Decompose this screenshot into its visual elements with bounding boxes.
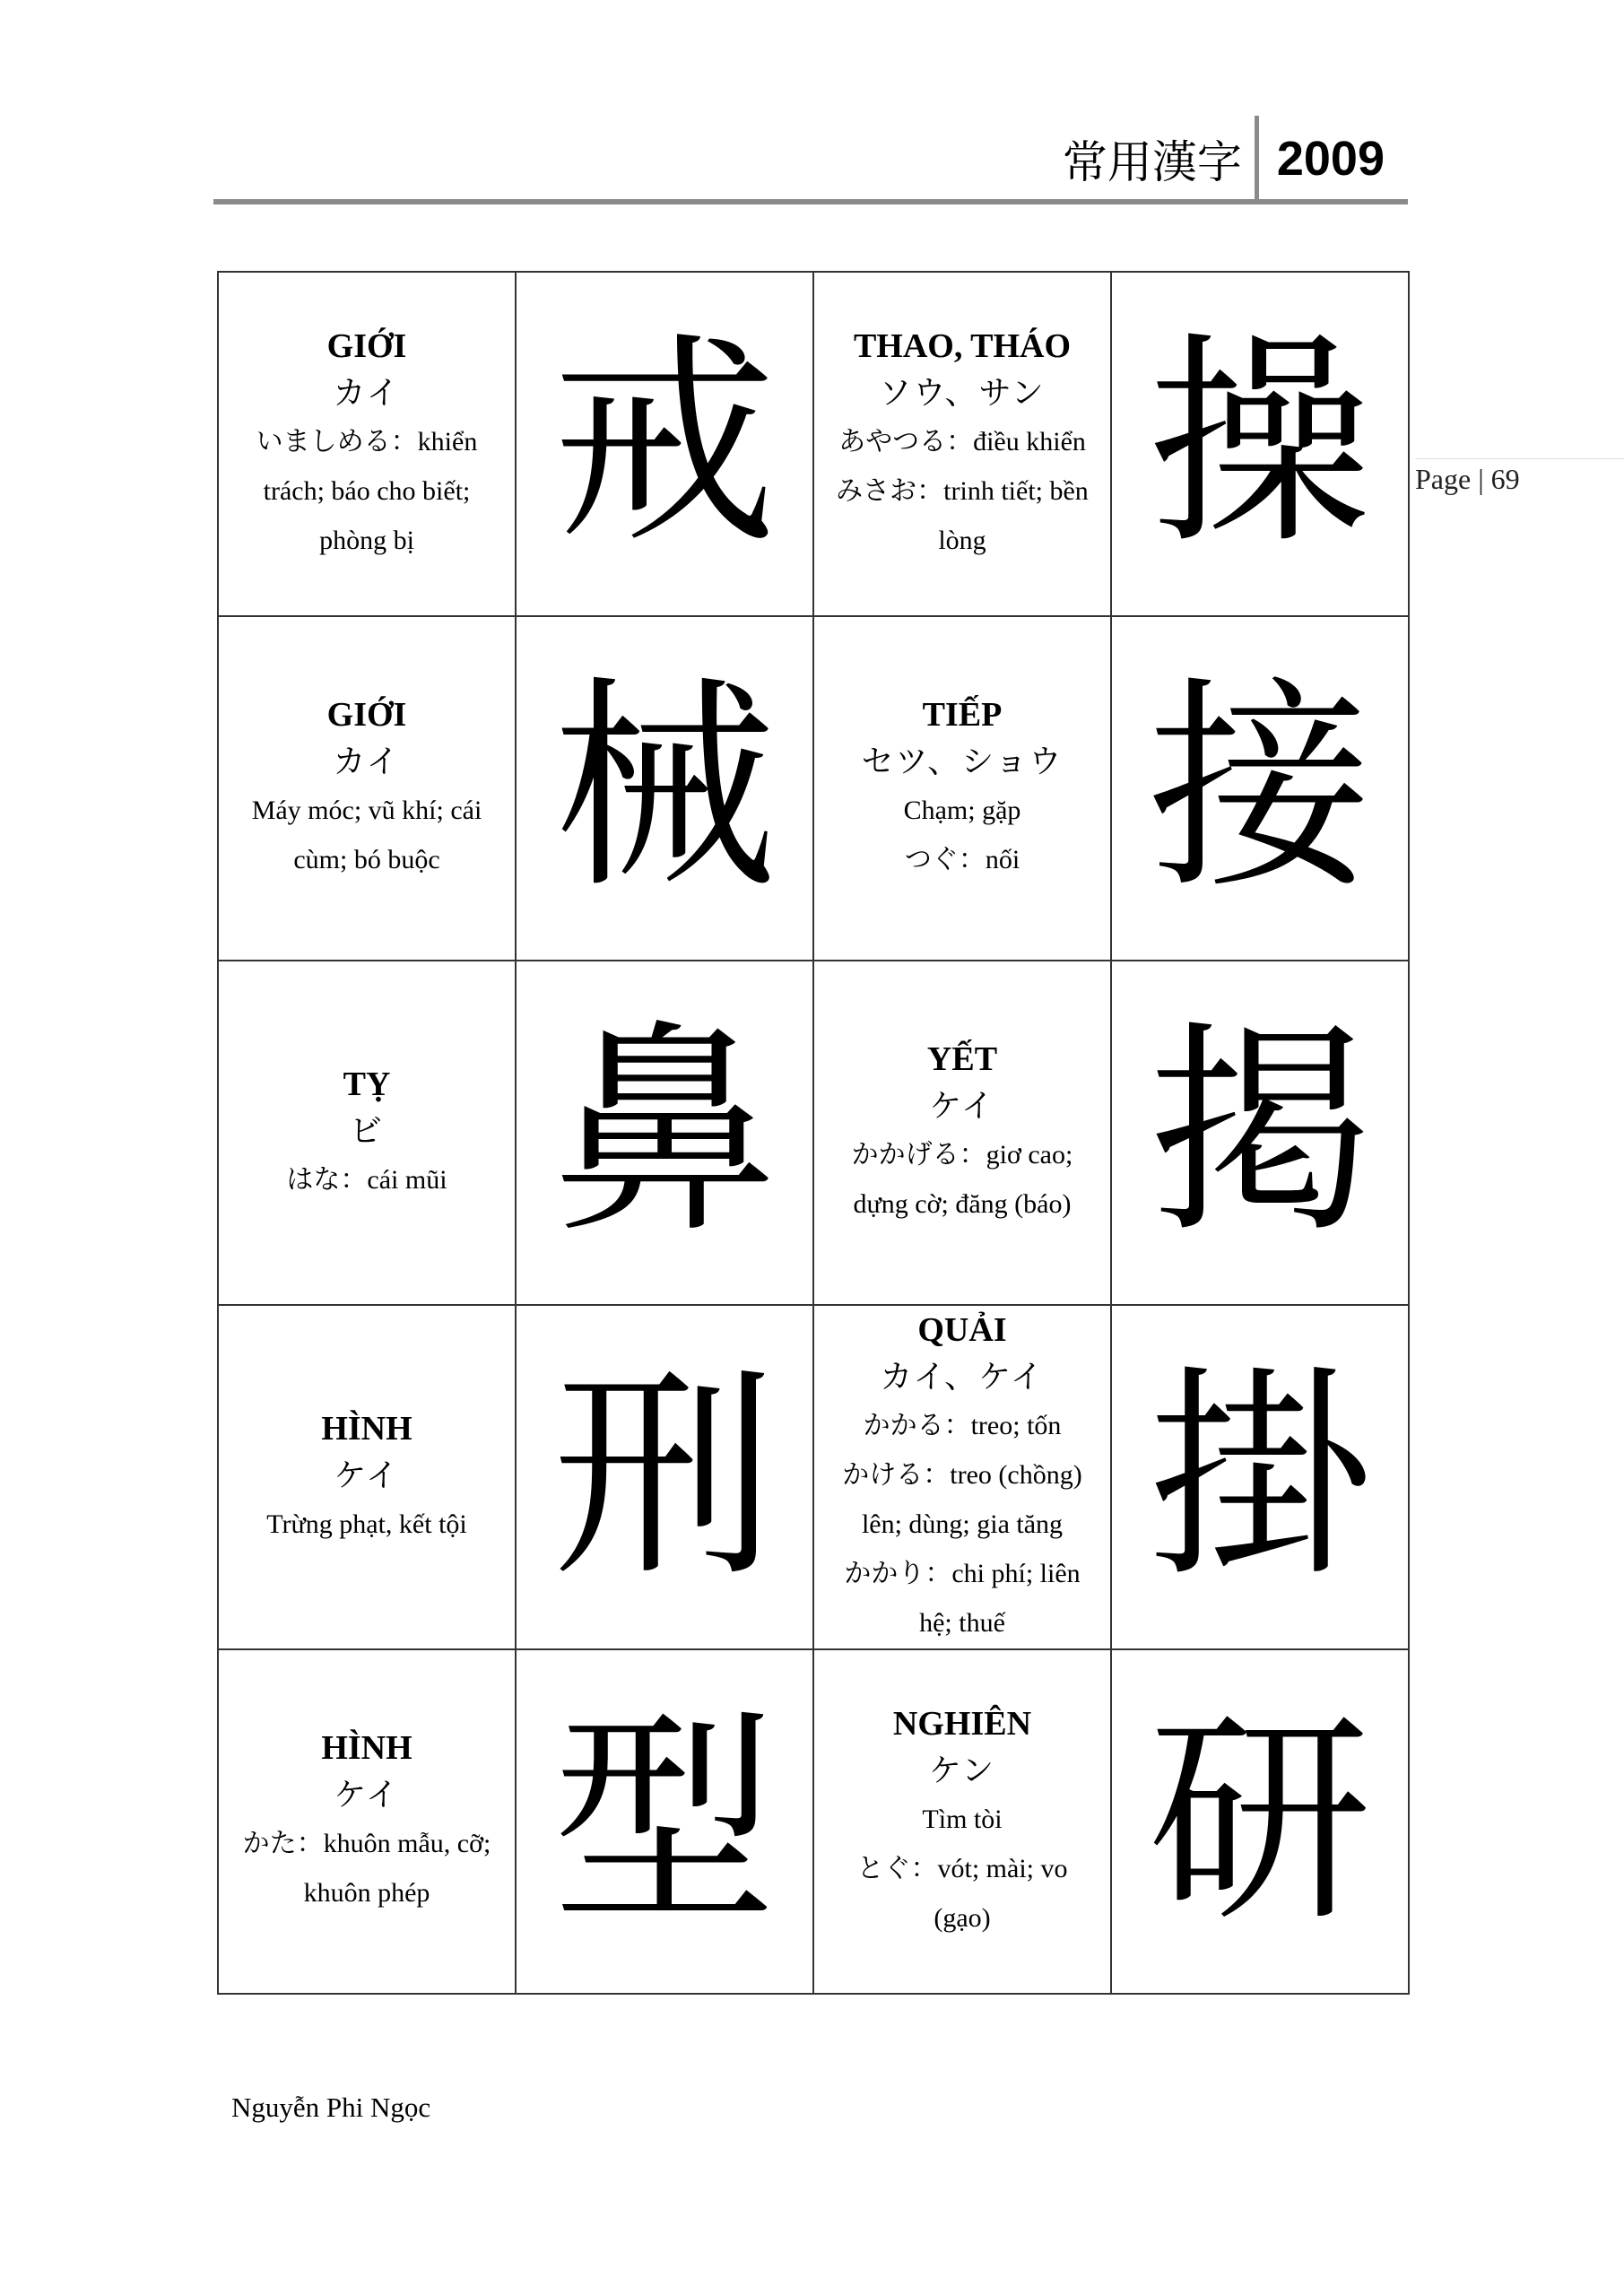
han-viet-reading: HÌNH [321, 1409, 413, 1448]
on-reading: カイ [333, 374, 401, 411]
meaning-line: Chạm; gặp [903, 796, 1021, 825]
meaning-line: (gạo) [934, 1902, 991, 1933]
kanji-info-cell [218, 272, 516, 616]
header-separator [1255, 116, 1259, 202]
meaning-line: かた：khuôn mẫu, cỡ; [242, 1829, 491, 1858]
kanji-character: 操 [1111, 272, 1409, 616]
kanji-character: 械 [516, 616, 813, 961]
kanji-character: 掛 [1111, 1305, 1409, 1649]
kanji-info-cell [218, 616, 516, 961]
meaning-line: とぐ：vót; mài; vo [856, 1853, 1068, 1883]
kanji-character: 鼻 [516, 961, 813, 1305]
on-reading: ビ [349, 1112, 384, 1149]
meaning-line: Tìm tòi [922, 1804, 1003, 1834]
kanji-info-cell [218, 1305, 516, 1649]
kanji-character: 戒 [516, 272, 813, 616]
on-reading: カイ、ケイ [880, 1358, 1045, 1395]
on-reading: ケイ [334, 1457, 400, 1493]
table-row [218, 961, 1409, 1305]
meaning-line: Máy móc; vũ khí; cái [251, 796, 482, 825]
han-viet-reading: YẾT [926, 1040, 998, 1078]
kanji-info-cell [218, 1649, 516, 1994]
meaning-line: cùm; bó buộc [293, 845, 440, 874]
page-number-rule [1415, 458, 1624, 459]
on-reading: ケイ [929, 1088, 995, 1124]
footer-author: Nguyễn Phi Ngọc [231, 2092, 431, 2123]
meaning-line: lên; dùng; gia tăng [861, 1509, 1064, 1539]
kanji-info-cell [813, 961, 1111, 1305]
meaning-line: khuôn phép [303, 1878, 430, 1908]
meaning-line: Trừng phạt, kết tội [266, 1509, 467, 1539]
han-viet-reading: NGHIÊN [892, 1704, 1032, 1743]
kanji-character: 刑 [516, 1305, 813, 1649]
meaning-line: dựng cờ; đăng (báo) [853, 1189, 1072, 1219]
on-reading: セツ、ショウ [861, 744, 1064, 779]
meaning-line: つぐ：nối [904, 845, 1020, 874]
meaning-line: かかり：chi phí; liên [844, 1558, 1081, 1588]
meaning-line: hệ; thuế [919, 1607, 1005, 1638]
table-row [218, 272, 1409, 616]
on-reading: ケン [928, 1752, 996, 1788]
meaning-line: みさお：trinh tiết; bền [836, 475, 1089, 506]
han-viet-reading: QUẢI [917, 1310, 1007, 1349]
meaning-line: かける：treo (chồng) [842, 1459, 1082, 1490]
han-viet-reading: THAO, THÁO [853, 326, 1072, 365]
kanji-table [217, 271, 1410, 1995]
kanji-info-cell [218, 961, 516, 1305]
table-row [218, 616, 1409, 961]
on-reading: ソウ、サン [879, 374, 1046, 411]
kanji-character: 接 [1111, 616, 1409, 961]
meaning-line: phòng bị [319, 525, 414, 555]
table-row [218, 1649, 1409, 1994]
han-viet-reading: GIỚI [326, 696, 407, 734]
header-content [1063, 118, 1408, 199]
header-title: 常用漢字 [1062, 136, 1242, 188]
header-year: 2009 [1276, 132, 1385, 186]
kanji-info-cell [813, 1305, 1111, 1649]
kanji-info-cell [813, 1649, 1111, 1994]
kanji-character: 掲 [1111, 961, 1409, 1305]
meaning-line: かかげる：giơ cao; [851, 1140, 1073, 1170]
meaning-line: lòng [938, 525, 986, 555]
kanji-table-body [218, 272, 1409, 1994]
table-row [218, 1305, 1409, 1649]
on-reading: カイ [333, 744, 401, 779]
meaning-line: いましめる：khiển [256, 426, 478, 457]
han-viet-reading: GIỚI [326, 326, 407, 365]
meaning-line: はな：cái mũi [286, 1164, 447, 1195]
kanji-info-cell [813, 616, 1111, 961]
han-viet-reading: TỴ [343, 1065, 391, 1103]
kanji-character: 研 [1111, 1649, 1409, 1994]
kanji-info-cell [813, 272, 1111, 616]
kanji-character: 型 [516, 1649, 813, 1994]
han-viet-reading: HÌNH [321, 1729, 413, 1767]
page-number: Page | 69 [1415, 463, 1520, 495]
on-reading: ケイ [334, 1777, 400, 1813]
han-viet-reading: TIẾP [922, 696, 1003, 734]
page-header [213, 106, 1408, 204]
meaning-line: かかる：treo; tốn [863, 1410, 1062, 1440]
meaning-line: あやつる：điều khiển [838, 426, 1086, 457]
meaning-line: trách; báo cho biết; [263, 475, 471, 506]
